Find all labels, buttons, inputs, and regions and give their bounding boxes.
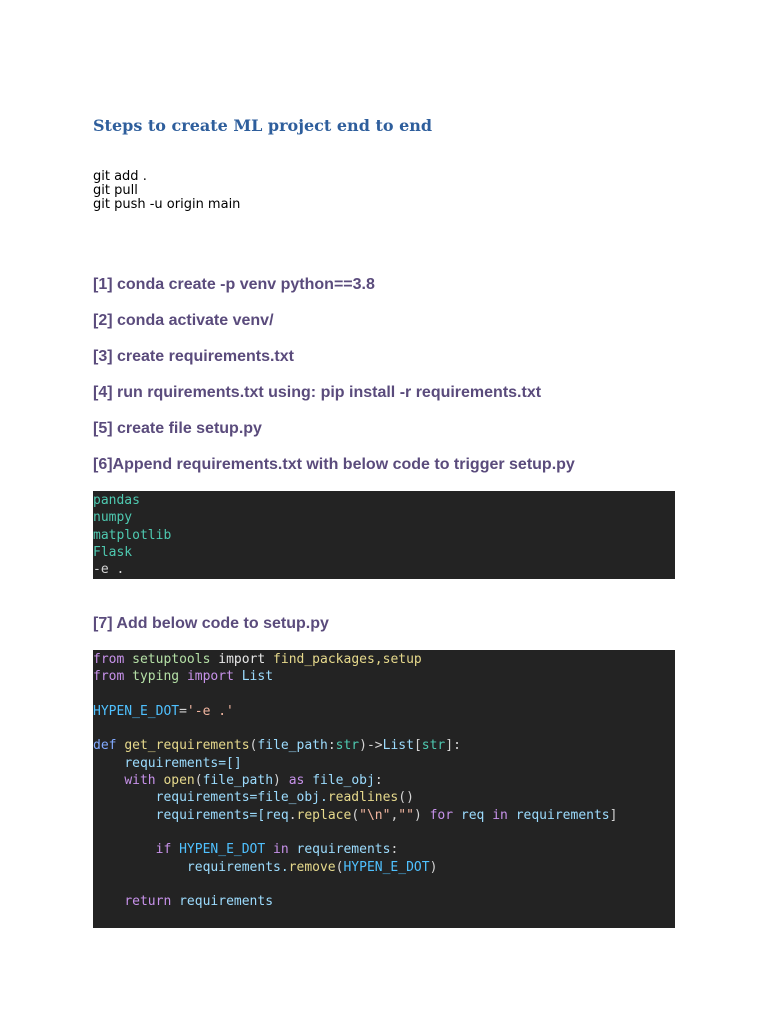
git-command: git pull <box>93 183 138 198</box>
step-1: [1] conda create -p venv python==3.8 <box>93 276 375 293</box>
code-line: return requirements <box>124 894 274 910</box>
code-line: with open(file_path) as file_obj: <box>124 773 383 789</box>
requirements-code-block <box>93 491 675 579</box>
step-5: [5] create file setup.py <box>93 420 262 437</box>
step-7: [7] Add below code to setup.py <box>93 615 329 632</box>
setup-code-block <box>93 650 675 928</box>
code-line: requirements=[req.replace("\n","") for req in requirements] <box>155 807 618 823</box>
code-line <box>93 720 675 737</box>
step-6: [6]Append requirements.txt with below code to trigger setup.py <box>93 456 575 473</box>
code-line <box>93 686 675 703</box>
step-2: [2] conda activate venv/ <box>93 312 274 329</box>
step-3: [3] create requirements.txt <box>93 348 294 365</box>
code-line: Flask <box>93 544 133 560</box>
code-line: from typing import List <box>93 669 274 685</box>
code-line: matplotlib <box>93 527 172 543</box>
code-line: from setuptools import find_packages,setup <box>93 652 422 667</box>
code-line <box>93 876 675 893</box>
code-line: requirements=file_obj.readlines() <box>155 790 414 806</box>
code-line: pandas <box>93 493 140 508</box>
step-4: [4] run rquirements.txt using: pip install -r requirements.txt <box>93 384 542 401</box>
code-line: if HYPEN_E_DOT in requirements: <box>155 842 399 858</box>
code-line <box>93 824 675 841</box>
code-line: HYPEN_E_DOT='-e .' <box>93 703 234 719</box>
code-line: numpy <box>93 510 133 526</box>
git-command: git add . <box>93 169 147 184</box>
code-line: def get_requirements(file_path:str)->List[str]: <box>93 738 461 754</box>
code-line: requirements=[] <box>124 755 242 771</box>
git-commands <box>93 170 240 212</box>
page-title: Steps to create ML project end to end <box>93 116 433 135</box>
git-command: git push -u origin main <box>93 197 241 212</box>
code-line: -e . <box>93 562 125 578</box>
code-line: requirements.remove(HYPEN_E_DOT) <box>186 859 438 875</box>
